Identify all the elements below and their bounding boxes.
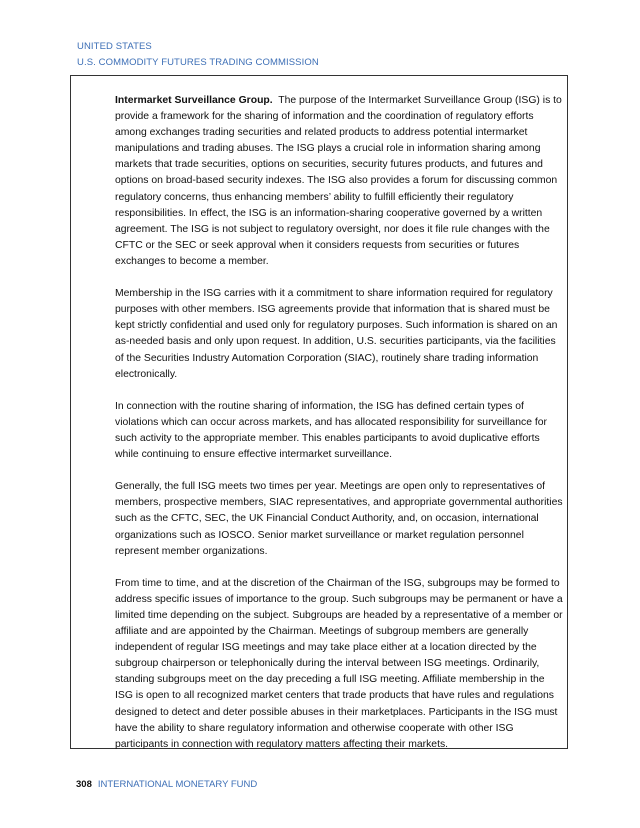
paragraph-3: In connection with the routine sharing of information, the ISG has defined certain types of violations which can occur across markets, and has allocated responsibility for surveillance for such activity to the appropriate member. This enables participants to avoid duplicative efforts while continuing to ensure effective intermarket surveillance. <box>115 400 547 461</box>
paragraph-1 <box>115 93 563 270</box>
paragraph-5: From time to time, and at the discretion of the Chairman of the ISG, subgroups may be formed to address specific issues of importance to the group. Such subgroups may be permanent or have a limited time depending on the subject. Subgroups are headed by a representative of a member or affiliate and are appointed by the Chairman. Meetings of subgroup members are generally independent of regular ISG meetings and may take place either at a location directed by the subgroup chairperson or telephonically during the interval between ISG meetings. Ordinarily, standing subgroups meet on the day preceding a full ISG meeting. Affiliate membership in the ISG is open to all recognized market centers that trade products that have rules and regulations designed to detect and deter possible abuses in their marketplaces. Participants in the ISG must have the ability to share regulatory information and otherwise cooperate with other ISG participants in connection with regulatory matters affecting their markets. <box>115 577 563 750</box>
header-agency: U.S. COMMODITY FUTURES TRADING COMMISSION <box>77 57 319 68</box>
footer-org: INTERNATIONAL MONETARY FUND <box>97 779 258 790</box>
page-number: 308 <box>76 779 92 790</box>
paragraph-2: Membership in the ISG carries with it a commitment to share information required for regulatory purposes with other members. ISG agreements provide that information that is shared must be kept strictly confidential and used only for regulatory purposes. Such information is shared on an as-needed basis and only upon request. In addition, U.S. securities participants, via the facilities of the Securities Industry Automation Corporation (SIAC), routinely share trading information electronically. <box>115 288 558 380</box>
paragraph-1-text: The purpose of the Intermarket Surveillance Group (ISG) is to provide a framework for the sharing of information and the coordination of regulatory efforts among exchanges trading securities and related products to address potential intermarket manipulations and trading abuses. The ISG plays a crucial role in information sharing among markets that trade securities, options on securities, security futures products, and futures and options on broad-based security indexes. The ISG also provides a forum for discussing common regulatory concerns, thus enhancing members’ ability to fulfill efficiently their regulatory responsibilities. In effect, the ISG is an information-sharing cooperative governed by a written agreement. The ISG is not subject to regulatory oversight, nor does it file rule changes with the CFTC or the SEC or seek approval when it considers requests from securities or futures exchanges to become a member. <box>115 95 562 267</box>
header-country: UNITED STATES <box>77 41 152 52</box>
box-lead-heading: Intermarket Surveillance Group. <box>115 95 273 106</box>
box-content <box>115 93 563 753</box>
footer <box>76 779 257 790</box>
paragraph-4: Generally, the full ISG meets two times per year. Meetings are open only to representatives of members, prospective members, SIAC representatives, and appropriate governmental authorities such as the CFTC, SEC, the UK Financial Conduct Authority, and, on occasion, international organizations such as IOSCO. Senior market surveillance or market regulation personnel represent member organizations. <box>115 481 563 557</box>
